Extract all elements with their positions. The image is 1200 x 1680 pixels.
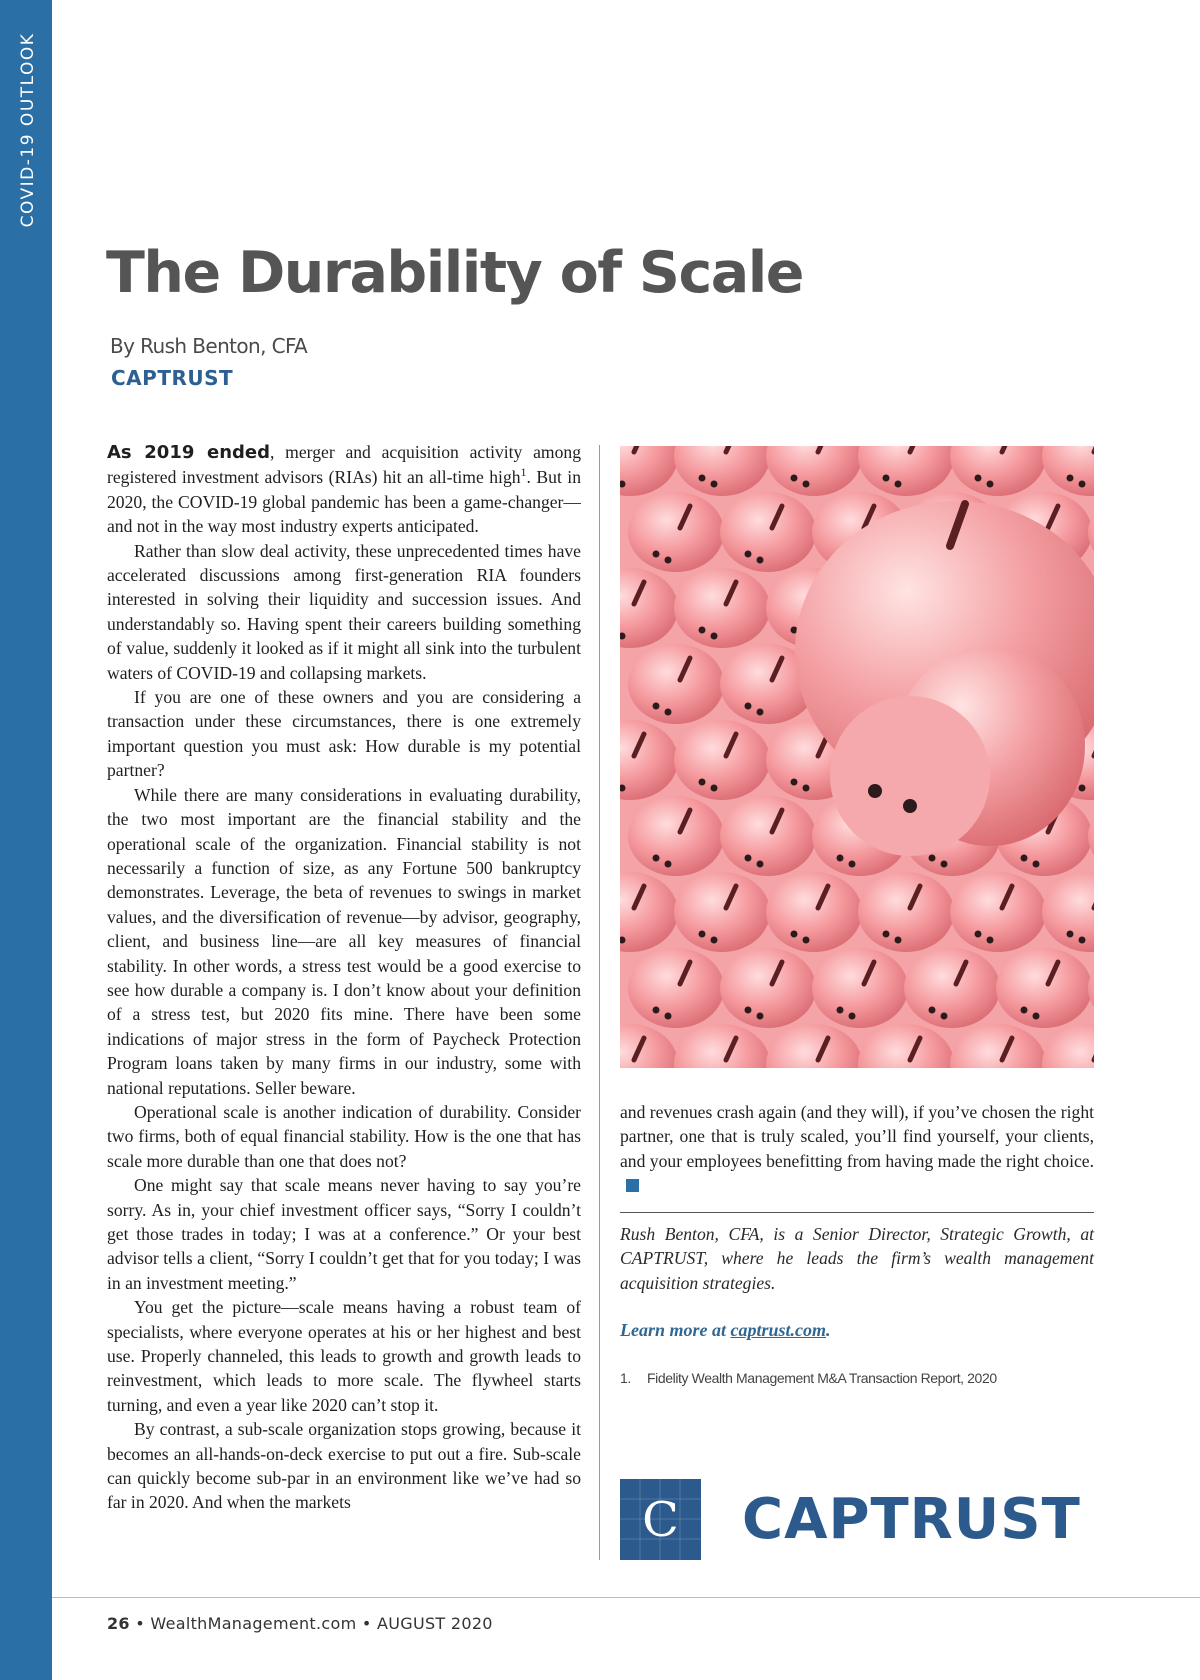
piggy-banks-photo (620, 446, 1094, 1068)
captrust-wordmark: CAPTRUST (742, 1487, 1081, 1552)
paragraph-4: While there are many considerations in evaluating durability, the two most important are the financial stability and the operational scale of the organization. Financial stability is not necessarily a function of size, as any Fortune 500 bankruptcy demonstrates. Leverage, the beta of revenues to swings in market values, and the diversification of revenue—by advisor, geography, client, and business line—are all key measures of financial stability. In other words, a stress test would be a good exercise to see how durable a company is. I don’t know about your definition of a stress test, but 2020 fits mine. There have been some indications of major stress in the form of Paycheck Protection Program loans taken by many firms in our industry, some with national reputations. Seller beware. (107, 784, 581, 1098)
captrust-link[interactable]: captrust.com (730, 1320, 827, 1340)
footer-divider (52, 1597, 1200, 1598)
end-of-article-mark (626, 1179, 639, 1192)
article-title: The Durability of Scale (106, 240, 803, 306)
column-divider (599, 445, 600, 1560)
lead-in: As 2019 ended (107, 442, 271, 463)
paragraph-8-continued: and revenues crash again (and they will), if you’ve chosen the right partner, one that is truly scaled, you’ll find yourself, your clients, and your employees benefitting from having made the right choice. (620, 1100, 1094, 1198)
paragraph-7: You get the picture—scale means having a robust team of specialists, where everyone operates at his or her highest and best use. Properly channeled, this leads to growth and growth leads to reinvestment, which leads to more scale. The flywheel starts turning, and even a year like 2020 can’t stop it. (107, 1297, 581, 1415)
piggy-banks-illustration (620, 446, 1094, 1068)
paragraph-5: Operational scale is another indication of durability. Consider two firms, both of equal financial stability. How is the one that has scale more durable than one that does not? (107, 1101, 581, 1171)
captrust-logo-mark (620, 1479, 701, 1560)
paragraph-2: Rather than slow deal activity, these unprecedented times have accelerated discussions among first-generation RIA founders interested in solving their liquidity and succession issues. And understandably so. Having spent their careers building something of value, suddenly it looked as if it might all sink into the turbulent waters of COVID-19 and collapsing markets. (107, 540, 581, 683)
article-body-right-column (620, 1100, 1094, 1198)
large-piggy-bank (795, 501, 1094, 856)
footnote-number: 1. (620, 1370, 631, 1386)
page-footer: 26 • WealthManagement.com • AUGUST 2020 (107, 1614, 493, 1633)
footnote (620, 1370, 1100, 1386)
paragraph-1: As 2019 ended, merger and acquisition activity among registered investment advisors (RIAs) hit an all-time high$^1$. But in 2020, the COVID-19 global pandemic has been a game-changer—and not in the way most industry experts anticipated. (107, 442, 581, 537)
section-sidebar (0, 0, 52, 1680)
article-byline: By Rush Benton, CFA (110, 334, 308, 358)
paragraph-6: One might say that scale means never having to say you’re sorry. As in, your chief investment officer says, “Sorry I couldn’t get those trades in today; I was at a conference.” Or your best advisor tells a client, “Sorry I couldn’t get that for you today; I was in an investment meeting.” (107, 1175, 581, 1293)
publication-name: WealthManagement.com (150, 1614, 357, 1633)
learn-more-line: Learn more at captrust.com. (620, 1320, 831, 1340)
section-label: COVID-19 OUTLOOK (18, 32, 38, 228)
author-organization: CAPTRUST (111, 366, 234, 390)
logo-mark-letter: C (642, 1492, 679, 1548)
footnote-reference[interactable]: 1 (520, 465, 527, 480)
paragraph-3: If you are one of these owners and you are considering a transaction under these circumstances, there is one extremely important question you must ask: How durable is my potential partner? (107, 687, 581, 781)
footnote-text: Fidelity Wealth Management M&A Transaction Report, 2020 (647, 1370, 997, 1386)
bio-divider (620, 1212, 1094, 1213)
article-body-left-column (107, 440, 581, 1568)
paragraph-8: By contrast, a sub-scale organization stops growing, because it becomes an all-hands-on-deck exercise to put out a fire. Sub-scale can quickly become sub-par in an environment like we’ve had so far in 2020. And when the markets (107, 1419, 581, 1513)
author-bio: Rush Benton, CFA, is a Senior Director, Strategic Growth, at CAPTRUST, where he leads the firm’s wealth management acquisition strategies. (620, 1224, 1094, 1293)
issue-date: AUGUST 2020 (376, 1614, 493, 1633)
page-number: 26 (107, 1614, 130, 1633)
